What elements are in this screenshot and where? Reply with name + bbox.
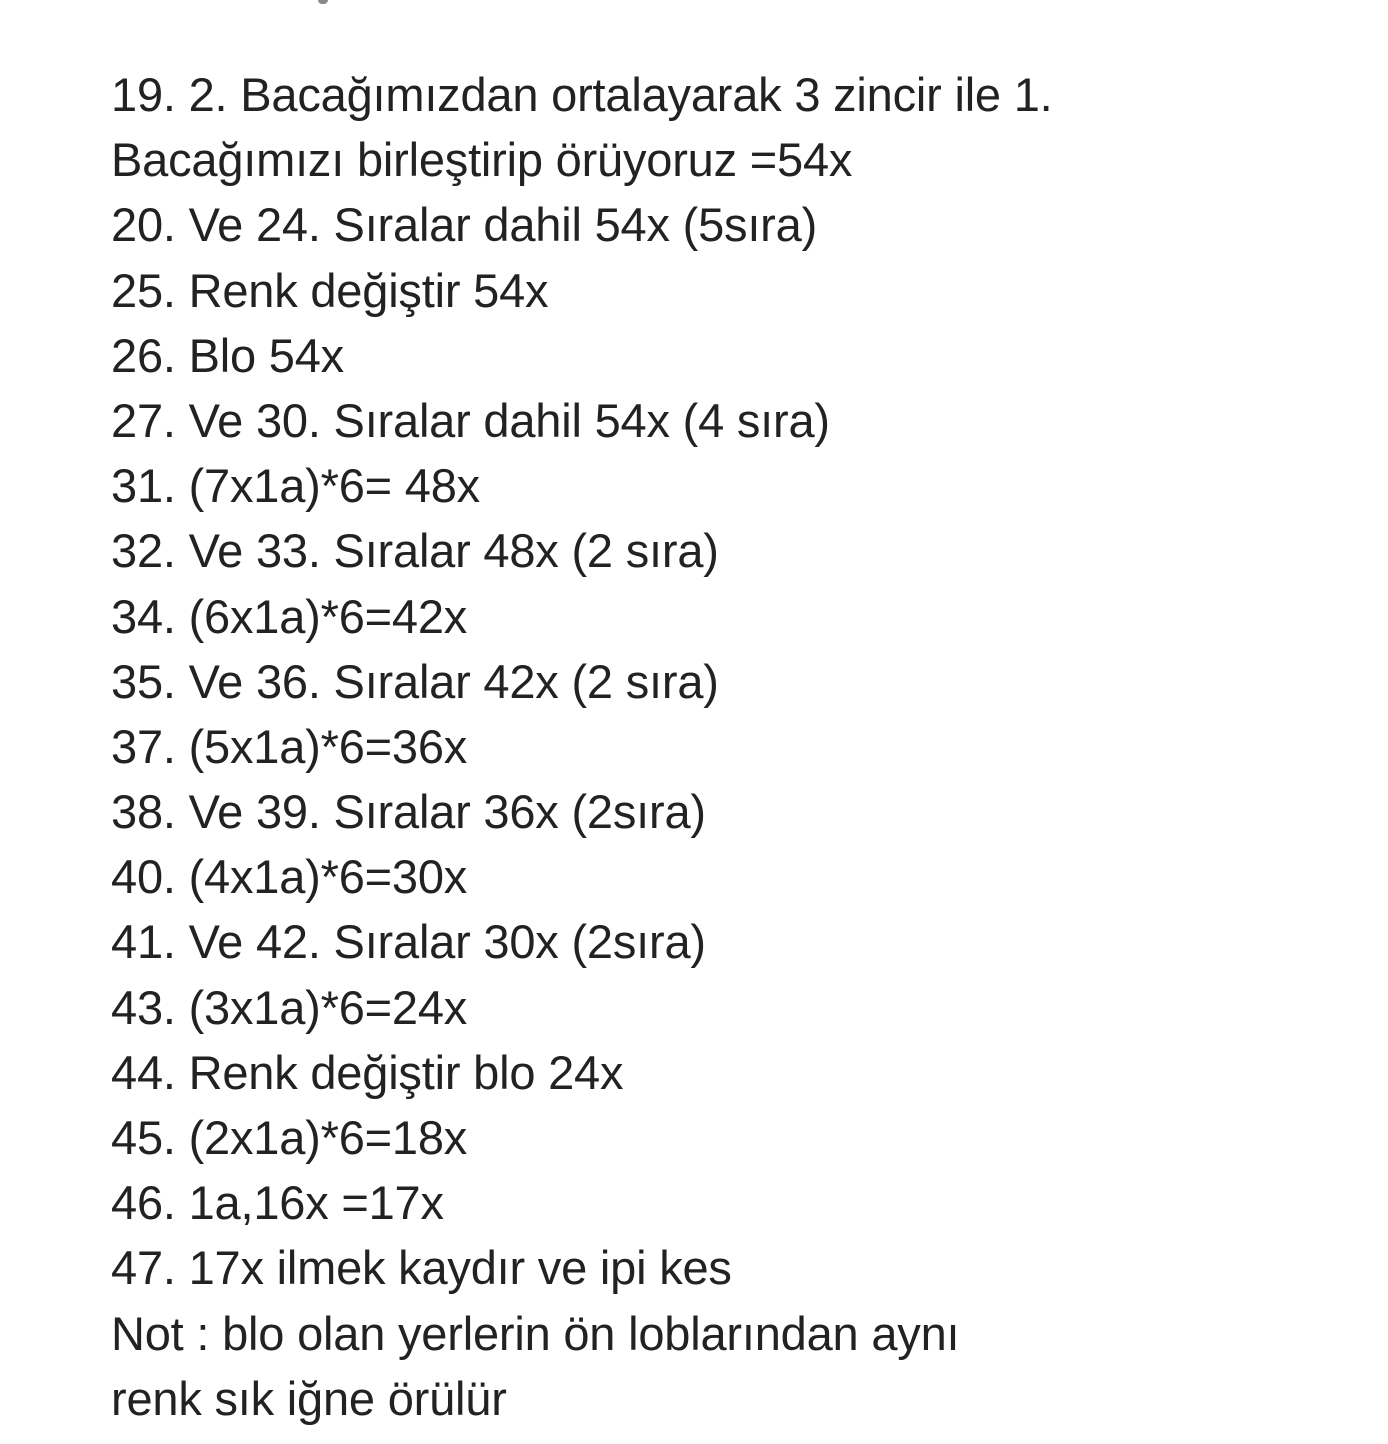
crochet-pattern-text — [111, 62, 1311, 1431]
text-line: 31. (7x1a)*6= 48x — [111, 459, 480, 513]
text-line: Bacağımızı birleştirip örüyoruz =54x — [111, 133, 853, 187]
text-line: 20. Ve 24. Sıralar dahil 54x (5sıra) — [111, 198, 818, 252]
text-line: 35. Ve 36. Sıralar 42x (2 sıra) — [111, 654, 719, 708]
text-line: 45. (2x1a)*6=18x — [111, 1111, 468, 1164]
text-line: 44. Renk değiştir blo 24x — [111, 1045, 624, 1099]
text-line: 41. Ve 42. Sıralar 30x (2sıra) — [111, 915, 706, 969]
text-line: 25. Renk değiştir 54x — [111, 263, 549, 317]
text-line: 46. 1a,16x =17x — [111, 1176, 444, 1230]
text-line: 38. Ve 39. Sıralar 36x (2sıra) — [111, 785, 706, 839]
text-line: 26. Blo 54x — [111, 328, 344, 382]
note-line: renk sık iğne örülür — [111, 1371, 507, 1425]
text-line: 19. 2. Bacağımızdan ortalayarak 3 zincir ile 1. — [111, 68, 1053, 121]
text-line: 34. (6x1a)*6=42x — [111, 589, 468, 643]
cropped-text-fragment — [318, 0, 328, 4]
text-line: 47. 17x ilmek kaydır ve ipi kes — [111, 1241, 732, 1295]
text-line: 37. (5x1a)*6=36x — [111, 719, 468, 773]
text-line: 40. (4x1a)*6=30x — [111, 850, 468, 904]
text-line: 43. (3x1a)*6=24x — [111, 980, 468, 1034]
text-line: 32. Ve 33. Sıralar 48x (2 sıra) — [111, 524, 719, 578]
text-line: 27. Ve 30. Sıralar dahil 54x (4 sıra) — [111, 393, 830, 447]
note-line: Not : blo olan yerlerin ön loblarından aynı — [111, 1306, 960, 1360]
